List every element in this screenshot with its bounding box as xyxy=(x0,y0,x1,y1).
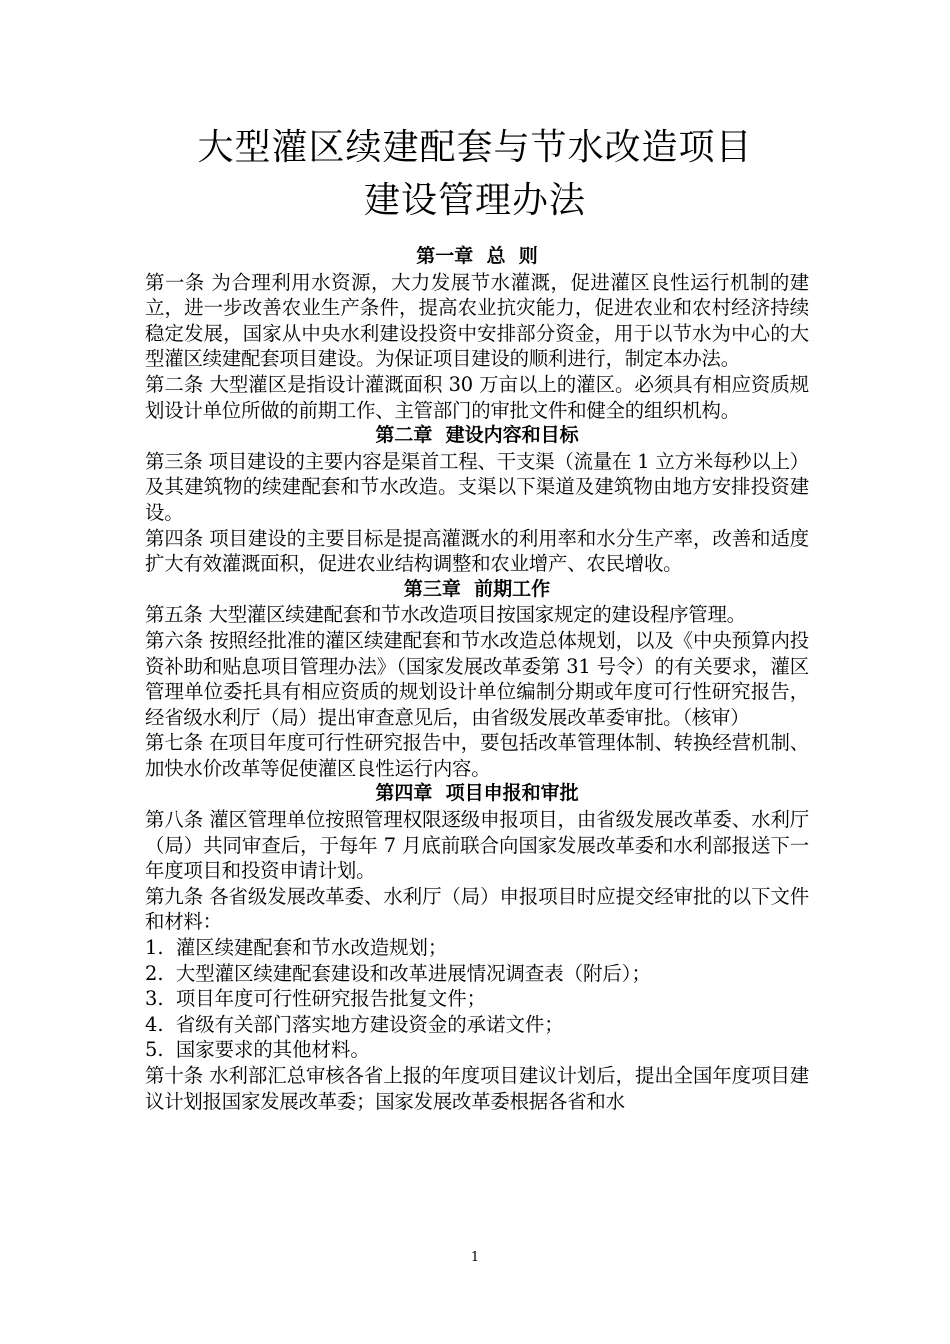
document-body xyxy=(145,244,809,1114)
chapter-heading-3: 第三章 前期工作 xyxy=(403,577,551,600)
article-8: 第八条 灌区管理单位按照管理权限逐级申报项目，由省级发展改革委、水利厅（局）共同审查后，于每年 7 月底前联合向国家发展改革委和水利部报送下一年度项目和投资申请计划。 xyxy=(145,808,809,883)
article-3: 第三条 项目建设的主要内容是渠首工程、干支渠（流量在 1 立方米每秒以上）及其建筑物的续建配套和节水改造。支渠以下渠道及建筑物由地方安排投资建设。 xyxy=(145,449,809,524)
article-9-list-item-4: 4. 省级有关部门落实地方建设资金的承诺文件； xyxy=(145,1012,564,1036)
article-1: 第一条 为合理利用水资源，大力发展节水灌溉，促进灌区良性运行机制的建立，进一步改善农业生产条件，提高农业抗灾能力，促进农业和农村经济持续稳定发展，国家从中央水利建设投资中安排部分资金，用于以节水为中心的大型灌区续建配套项目建设。为保证项目建设的顺利进行，制定本办法。 xyxy=(145,270,809,371)
chapter-heading-1: 第一章 总 则 xyxy=(416,245,538,267)
article-9-list-item-5: 5. 国家要求的其他材料。 xyxy=(145,1038,370,1062)
chapter-heading-2: 第二章 建设内容和目标 xyxy=(375,424,579,447)
article-10: 第十条 水利部汇总审核各省上报的年度项目建议计划后，提出全国年度项目建议计划报国家发展改革委；国家发展改革委根据各省和水 xyxy=(145,1064,809,1113)
article-9-list-item-1: 1. 灌区续建配套和节水改造规划； xyxy=(145,936,448,960)
article-9: 第九条 各省级发展改革委、水利厅（局）申报项目时应提交经审批的以下文件和材料： xyxy=(145,884,809,934)
article-4: 第四条 项目建设的主要目标是提高灌溉水的利用率和水分生产率，改善和适度扩大有效灌溉面积，促进农业结构调整和农业增产、农民增收。 xyxy=(145,526,809,576)
page-number: 1 xyxy=(470,1250,480,1265)
article-6: 第六条 按照经批准的灌区续建配套和节水改造总体规划，以及《中央预算内投资补助和贴息项目管理办法》（国家发展改革委第 31 号令）的有关要求，灌区管理单位委托具有相应资质的规划设计单位编制分期或年度可行性研究报告，经省级水利厅（局）提出审查意见后，由省级发展改革委审批。（核审） xyxy=(145,628,809,729)
document-title-line-2: 建设管理办法 xyxy=(363,180,586,221)
article-9-list-item-2: 2. 大型灌区续建配套建设和改革进展情况调查表（附后）； xyxy=(145,961,651,985)
article-5: 第五条 大型灌区续建配套和节水改造项目按国家规定的建设程序管理。 xyxy=(145,603,746,627)
article-2: 第二条 大型灌区是指设计灌溉面积 30 万亩以上的灌区。必须具有相应资质规划设计单位所做的前期工作、主管部门的审批文件和健全的组织机构。 xyxy=(145,372,809,422)
article-9-list-item-3: 3. 项目年度可行性研究报告批复文件； xyxy=(145,987,487,1011)
chapter-heading-4: 第四章 项目申报和审批 xyxy=(375,782,579,805)
document-title-line-1: 大型灌区续建配套与节水改造项目 xyxy=(197,127,753,168)
article-7: 第七条 在项目年度可行性研究报告中，要包括改革管理体制、转换经营机制、加快水价改革等促使灌区良性运行内容。 xyxy=(145,731,809,780)
